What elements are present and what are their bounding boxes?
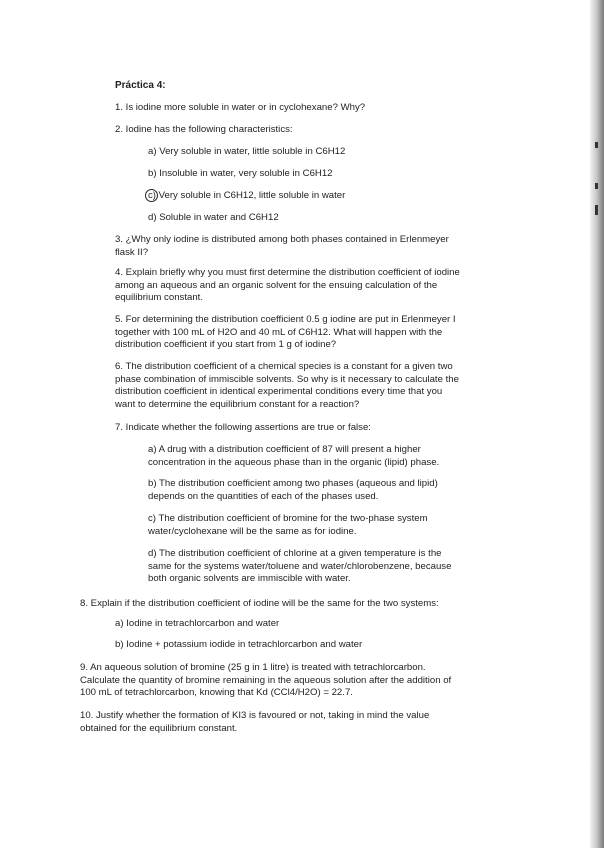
edge-mark (595, 205, 598, 215)
question-7-assertion-d: d) The distribution coefficient of chlorine at a given temperature is the (148, 548, 442, 559)
question-2-option-a: a) Very soluble in water, little soluble in C6H12 (148, 146, 346, 157)
edge-mark (595, 183, 598, 189)
question-3-line: 3. ¿Why only iodine is distributed among both phases contained in Erlenmeyer (115, 234, 449, 245)
question-7-assertion-c: water/cyclohexane will be the same as for iodine. (148, 525, 357, 537)
question-3-line: flask II? (115, 246, 149, 258)
question-2-option-c: c) Very soluble in C6H12, little soluble in water (148, 190, 346, 201)
question-7-assertion-c: c) The distribution coefficient of bromine for the two-phase system (148, 513, 428, 524)
question-1: 1. Is iodine more soluble in water or in cyclohexane? Why? (115, 102, 366, 113)
question-5-line: 5. For determining the distribution coefficient 0.5 g iodine are put in Erlenmeyer I (115, 314, 456, 325)
question-5-line: together with 100 mL of H2O and 40 mL of C6H12. What will happen with the (115, 326, 443, 338)
page-edge-shadow (590, 0, 604, 848)
page-title: Práctica 4: (115, 80, 166, 91)
question-7-assertion-a: concentration in the aqueous phase than in the organic (lipid) phase. (148, 456, 440, 468)
question-9-line: 9. An aqueous solution of bromine (25 g in 1 litre) is treated with tetrachlorcarbon. (80, 662, 426, 673)
question-2-option-b: b) Insoluble in water, very soluble in C6H12 (148, 168, 333, 179)
question-9-line: Calculate the quantity of bromine remaining in the aqueous solution after the addition of (80, 674, 452, 686)
question-10-line: obtained for the equilibrium constant. (80, 722, 238, 734)
question-7-assertion-b: b) The distribution coefficient among two phases (aqueous and lipid) (148, 478, 438, 489)
question-6-line: want to determine the equilibrium constant for a reaction? (115, 398, 360, 410)
question-7-assertion-d: both organic solvents are immiscible with water. (148, 573, 351, 585)
question-6-line: 6. The distribution coefficient of a chemical species is a constant for a given two (115, 361, 453, 372)
question-9-line: 100 mL of tetrachlorcarbon, knowing that Kd (CCl4/H2O) = 22.7. (80, 687, 353, 699)
question-4-line: 4. Explain briefly why you must first determine the distribution coefficient of iodine (115, 267, 460, 278)
question-7: 7. Indicate whether the following assertions are true or false: (115, 422, 371, 433)
question-2: 2. Iodine has the following characteristics: (115, 124, 293, 135)
question-7-assertion-a: a) A drug with a distribution coefficient of 87 will present a higher (148, 444, 421, 455)
question-4-line: among an aqueous and an organic solvent for the ensuing calculation of the (115, 279, 438, 291)
question-7-assertion-b: depends on the quantities of each of the phases used. (148, 490, 379, 502)
question-8-option-b: b) Iodine + potassium iodide in tetrachlorcarbon and water (115, 639, 363, 650)
question-8: 8. Explain if the distribution coefficient of iodine will be the same for the two systems: (80, 598, 439, 609)
question-4-line: equilibrium constant. (115, 292, 203, 304)
question-10-line: 10. Justify whether the formation of KI3 is favoured or not, taking in mind the value (80, 710, 430, 721)
question-8-option-a: a) Iodine in tetrachlorcarbon and water (115, 618, 280, 629)
question-2-option-d: d) Soluble in water and C6H12 (148, 212, 279, 223)
question-6-line: phase combination of immiscible solvents. So why is it necessary to calculate the (115, 373, 459, 385)
question-7-assertion-d: same for the systems water/toluene and water/chlorobenzene, because (148, 560, 452, 572)
question-6-line: distribution coefficient in identical experimental conditions every time that you (115, 386, 443, 398)
question-5-line: distribution coefficient if you start from 1 g of iodine? (115, 339, 337, 351)
edge-mark (595, 142, 598, 148)
